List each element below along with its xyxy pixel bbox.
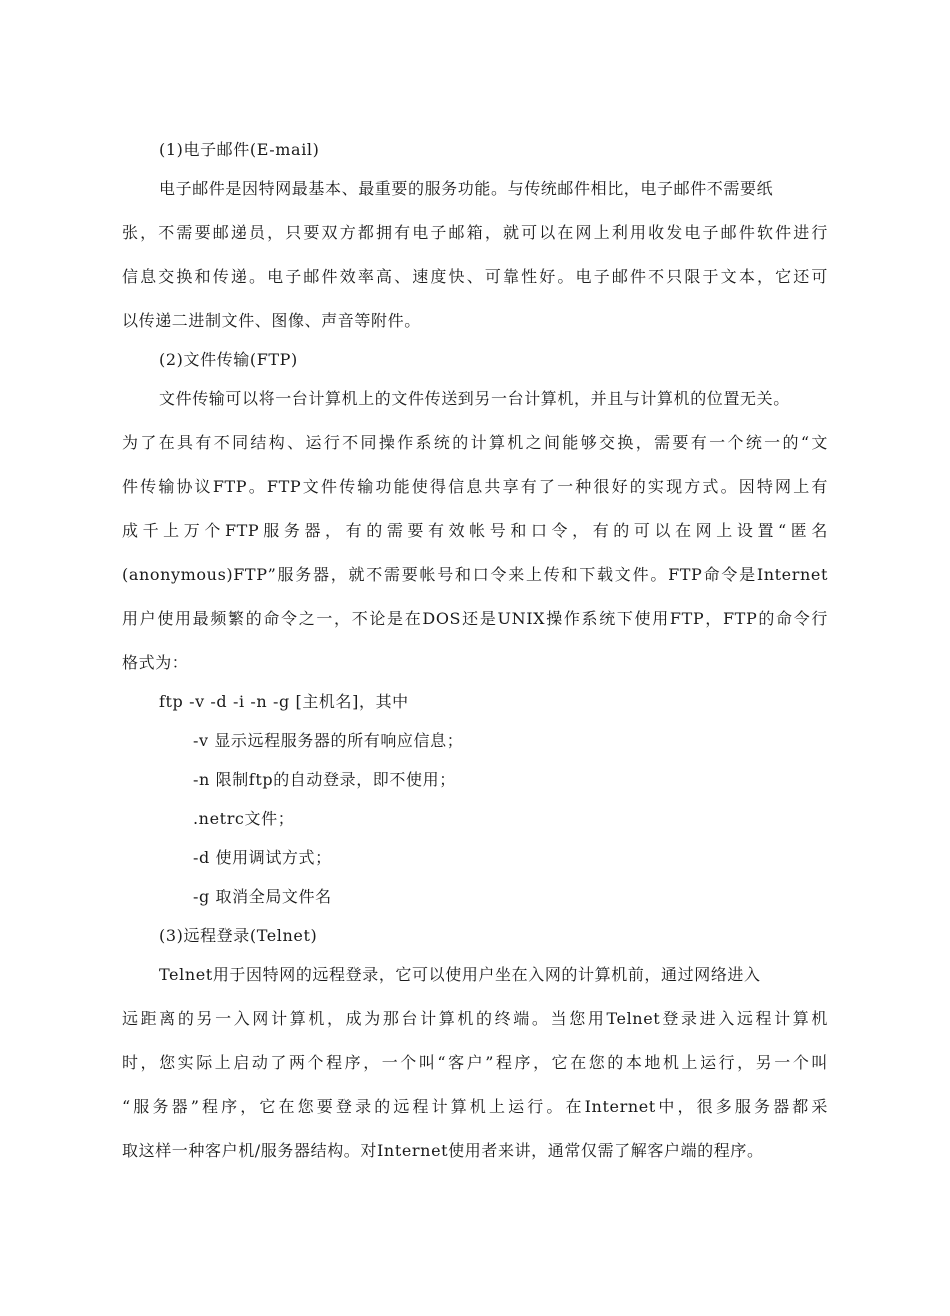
paragraph-line: (anonymous)FTP”服务器，就不需要帐号和口令来上传和下载文件。FTP命令是Internet — [122, 565, 828, 584]
paragraph-line: 格式为： — [122, 653, 189, 672]
paragraph-line: Telnet用于因特网的远程登录，它可以使用户坐在入网的计算机前，通过网络进入 — [159, 965, 761, 984]
paragraph-line: 文件传输可以将一台计算机上的文件传送到另一台计算机，并且与计算机的位置无关。 — [159, 389, 790, 408]
paragraph-line: 信息交换和传递。电子邮件效率高、速度快、可靠性好。电子邮件不只限于文本，它还可 — [122, 267, 828, 286]
ftp-option-item: -g 取消全局文件名 — [193, 887, 332, 906]
ftp-option-item: -n 限制ftp的自动登录，即不使用； — [193, 770, 456, 789]
paragraph-line: 张，不需要邮递员，只要双方都拥有电子邮箱，就可以在网上利用收发电子邮件软件进行 — [122, 223, 828, 242]
paragraph-line: 成千上万个FTP服务器，有的需要有效帐号和口令，有的可以在网上设置“匿名 — [122, 521, 828, 540]
section-heading-ftp: (2)文件传输(FTP) — [159, 350, 298, 369]
paragraph-line: “服务器”程序，它在您要登录的远程计算机上运行。在Internet中，很多服务器都采 — [122, 1097, 828, 1116]
paragraph-line: 时，您实际上启动了两个程序，一个叫“客户”程序，它在您的本地机上运行，另一个叫 — [122, 1053, 828, 1072]
ftp-option-item: -v 显示远程服务器的所有响应信息； — [193, 731, 464, 750]
paragraph-line: 取这样一种客户机/服务器结构。对Internet使用者来讲，通常仅需了解客户端的程序。 — [122, 1141, 764, 1160]
ftp-option-item: .netrc文件； — [193, 809, 295, 828]
ftp-option-item: -d 使用调试方式； — [193, 848, 332, 867]
section-heading-email: (1)电子邮件(E-mail) — [159, 140, 320, 159]
paragraph-line: 件传输协议FTP。FTP文件传输功能使得信息共享有了一种很好的实现方式。因特网上有 — [122, 477, 828, 496]
paragraph-line: 用户使用最频繁的命令之一，不论是在DOS还是UNIX操作系统下使用FTP，FTP的命令行 — [122, 609, 828, 628]
ftp-command-line: ftp -v -d -i -n -g [主机名]，其中 — [159, 692, 409, 711]
paragraph-line: 远距离的另一入网计算机，成为那台计算机的终端。当您用Telnet登录进入远程计算机 — [122, 1009, 828, 1028]
paragraph-line: 电子邮件是因特网最基本、最重要的服务功能。与传统邮件相比，电子邮件不需要纸 — [159, 179, 774, 198]
section-heading-telnet: (3)远程登录(Telnet) — [159, 926, 318, 945]
paragraph-line: 为了在具有不同结构、运行不同操作系统的计算机之间能够交换，需要有一个统一的“文 — [122, 433, 828, 452]
paragraph-line: 以传递二进制文件、图像、声音等附件。 — [122, 311, 421, 330]
